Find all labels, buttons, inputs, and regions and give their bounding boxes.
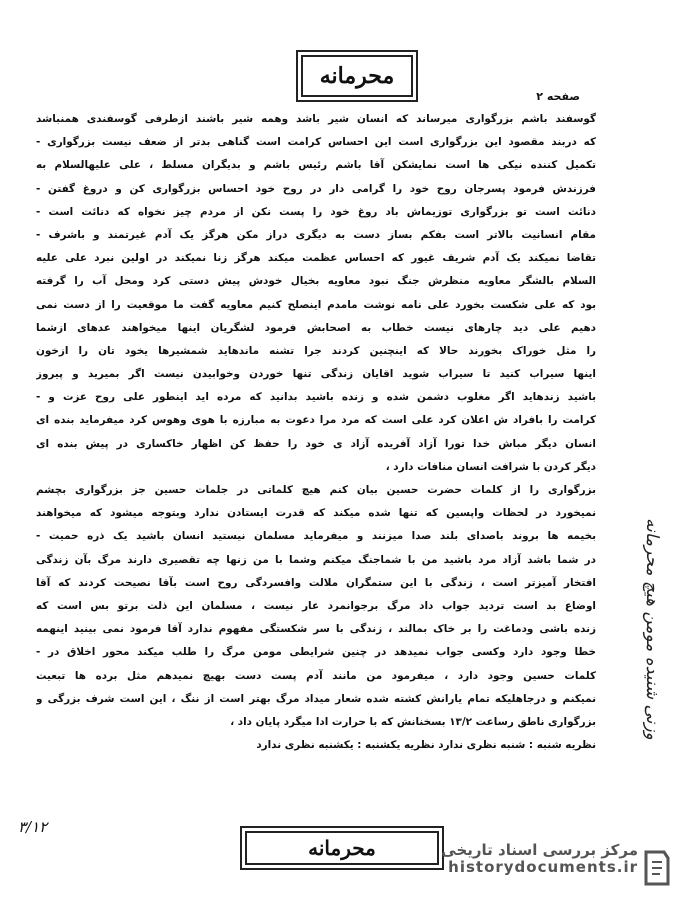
report-body [36,108,596,757]
text-line: دیگر کردن با شرافت انسان منافات دارد ، [385,460,596,473]
stamp-top-text: محرمانه [319,63,395,89]
text-line: تقاضا نمیکند یک آدم شریف غیور که احساس عظمت میکند هرگز زنا نمیکند در اولین نبرد علی علیه [36,252,596,265]
archive-logo-icon [642,848,672,888]
text-line: السلام بالشگر معاویه منظرش جنگ نبود معاویه بخیال خودش پیش دستی کرد ومحل آب را گرفته [36,275,596,288]
text-line: اوضاع بد است تردید جواب داد مرگ برجوانمرد عار نیست ، مسلمان این ذلت برتو بس است که [36,599,596,612]
text-line: تکمیل کننده نیکی ها است نمایشکن آقا باشم رئیس باشم و بدیگران مسلط ، علی علیهالسلام به [36,159,596,172]
text-line: نظریه شنبه : شنبه نظری ندارد نظریه یکشنبه : یکشنبه نظری ندارد [256,739,596,752]
text-line: دهیم علی دید چارهای نیست خطاب به اصحابش فرمود لشگریان اینها میخواهند عدهای ازشما [36,321,596,334]
classification-stamp-bottom [240,826,444,870]
text-line: کرامت را بافراد ش اعلان کرد علی است که مرد مرا دعوت به مبارزه با هوی وهوس کرد میفرماید بنده ای [36,414,596,427]
handwritten-number: ۳/۱۲ [18,818,48,836]
text-line: بزرگواری ناطق رساعت ۱۳/۲ بسخنانش که با حرارت ادا میگرد پایان داد ، [230,715,596,728]
handwritten-margin-note: وزنی شنیده مومن هیچ محرمانه [642,518,662,740]
text-line: که دربند مقصود این بزرگواری است این احساس کرامت است گناهی بدتر از ضعف نیست بزرگواری - [36,136,596,149]
text-line: انسان دیگر مباش خدا تورا آزاد آفریده آزاد ی خود را حفظ کن اظهار خاکساری در پیش بنده ای [36,437,596,450]
text-line: مقام انسانیت بالاتر است بفکم بساز دست به دیگری دراز مکن هرگز یک آدم غیرتمند و باشرف - [36,228,596,241]
text-line: زنده باشی ودماغت را بر خاک بمالند ، زندگی با سر شکستگی مفهوم ندارد آقا فرمود نمی بینید اینهمه [36,623,596,636]
text-line: را مثل خوراک بخورند حالا که اینچنین کردند جرا تشنه ماندهاید شمشیرها یخود تان را ازخون [36,344,596,357]
text-line: افتخار آمیزتر است ، زندگی با این ستمگران ملالت وافسردگی روح است بآقا نصیحت کردند که آقا [36,576,596,589]
text-line: گوسفند باشم بزرگواری میرساند که انسان شیر باشد وهمه شیر باشند ازطرفی گوسفندی همنباشد [36,113,596,125]
text-line: فرزندش فرمود پسرجان روح خود را گرامی دار در روح خود احساس بزرگواری کن و دروغ گفتن - [36,182,596,195]
page-number: صفحه ۲ [536,90,580,103]
watermark-url: historydocuments.ir [448,858,638,877]
stamp-bottom-text: محرمانه [308,836,376,860]
text-line: در شما باشد آزاد مرد باشید من با شماجنگ میکنم وشما با من زنها چه تقصیری دارند مرگ بآن زندگی [36,553,596,566]
text-line: نمیخورد در لحظات واپسین که تنها شده میکند که قدرت ایستادن ندارد وبتوجه میشود که میخواهند [36,507,596,520]
text-line: بزرگواری را از کلمات حضرت حسین بیان کنم هیچ کلماتی در جلمات حسین جز بزرگواری بچشم [36,484,596,496]
text-line: اینها سیراب کنید تا سیراب شوید اقایان زندگی تنها خوردن وخوابیدن نیست اگر بمیرید و پیروز [36,368,596,381]
watermark-site-name: مرکز بررسی اسناد تاریخی [441,841,638,859]
text-line: دنائت است تو بزرگواری توزیماش باد روغ خود را پست نکن از مردم چیز نخواه که دنائت است - [36,205,596,218]
text-line: باشید زندهاید اگر مغلوب دشمن شده و زنده باشید بدانید که مرده اید اینطور علی روح عزت و - [36,391,596,404]
watermark [441,842,638,877]
text-line: بود که علی شکست بخورد علی نامه نوشت مامدم اینصلح کنیم معاویه گفت ما موقعیت را از دست نمی [36,298,596,311]
text-line: خطا وجود دارد وکسی جواب نمیدهد در چنین شرایطی مومن مرگ را طلب میکند محور اخلاق در - [36,646,596,659]
text-line: بخیمه ها بروند باصدای بلند صدا میزنند و میفرماید مسلمان نیستید انسان باشید یک ذره حمیت - [36,530,596,543]
text-line: نمیکنم و درجاهلیکه تمام یارانش کشته شده شعار میداد مرگ بهتر است از ننگ ، این است شرف بزرگی و [36,692,596,705]
classification-stamp-top [296,50,418,102]
text-line: کلمات حسین وجود دارد ، میفرمود من مانند آدم پست دست بهیچ نمیدهم مثل برده ها تبعیت [36,669,596,682]
